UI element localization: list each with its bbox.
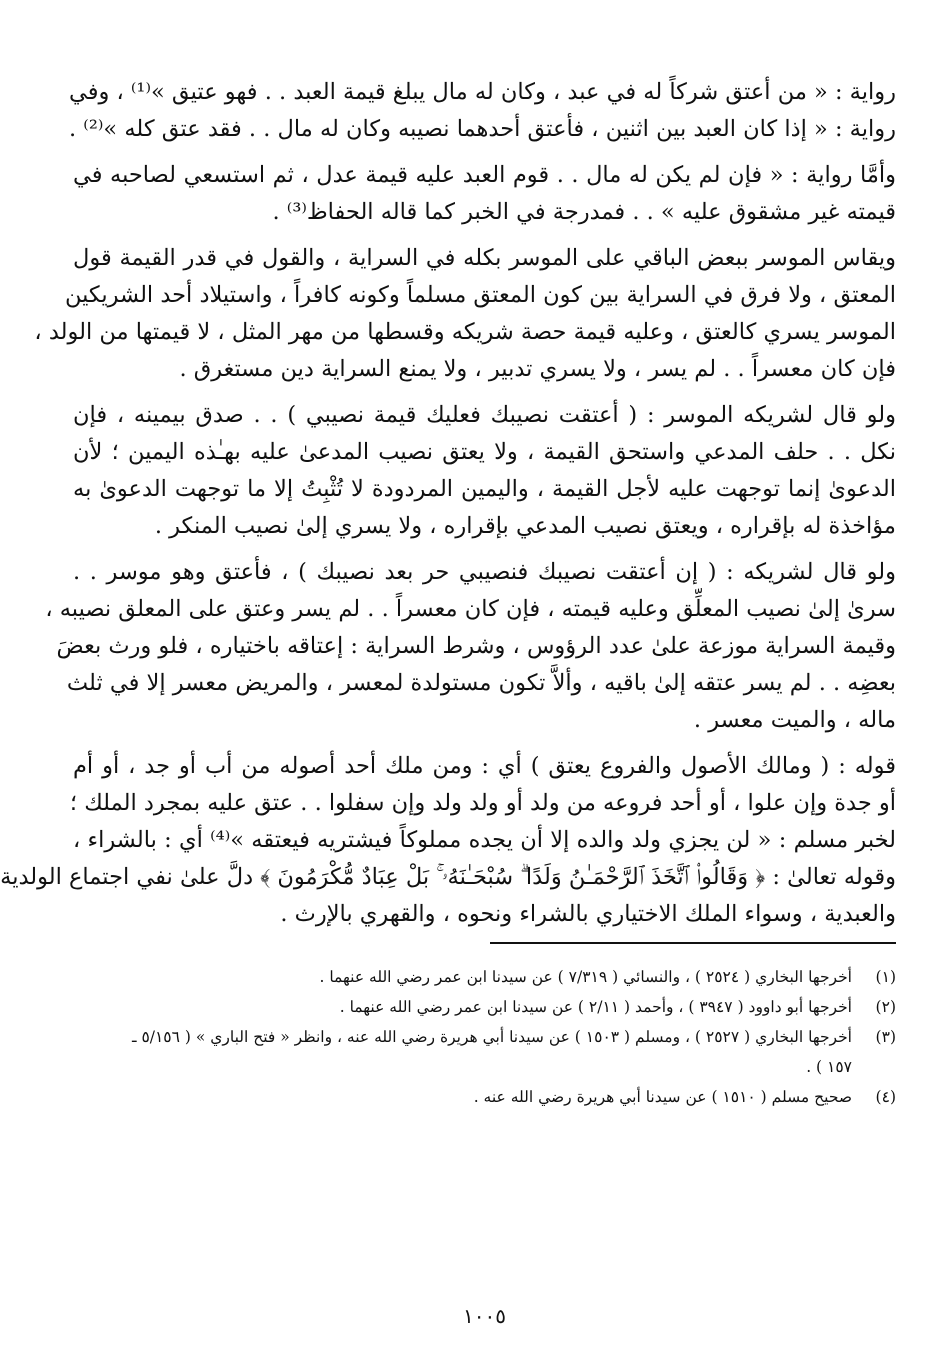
footnote-text: أخرجها أبو داوود ( ٣٩٤٧ ) ، وأحمد ( ٢/١١ ) عن سيدنا ابن عمر رضي الله عنهما .	[339, 998, 852, 1016]
paragraph	[34, 240, 896, 388]
text-line: فإن كان معسراً . . لم يسر ، ولا يسري تدبير ، ولا يمنع السراية دين مستغرق .	[179, 356, 896, 382]
text-line: قيمته غير مشقوق عليه » . . فمدرجة في الخبر كما قاله الحفاظ⁽³⁾ .	[272, 199, 896, 225]
text-line: وقيمة السراية موزعة علىٰ عدد الرؤوس ، وشرط السراية : إعتاقه باختياره ، فلو ورث بعضَ	[56, 633, 896, 659]
text-line: وأمَّا رواية : « فإن لم يكن له مال . . قوم العبد عليه قيمة عدل ، ثم استسعي لصاحبه في	[73, 162, 896, 188]
text-line: الموسر يسري كالعتق ، وعليه قيمة حصة شريكه وقسطها من مهر المثل ، لا قيمتها من الولد ،	[34, 319, 896, 345]
footnote-number: (١)	[875, 968, 896, 986]
footnote	[73, 1052, 896, 1082]
footnote-text: أخرجها البخاري ( ٢٥٢٧ ) ، ومسلم ( ١٥٠٣ ) عن سيدنا أبي هريرة رضي الله عنه ، وانظر « فتح الباري » ( ٥/١٥٦ ـ	[131, 1028, 852, 1046]
text-line: مؤاخذة له بإقراره ، ويعتق نصيب المدعي بإقراره ، ولا يسري إلىٰ نصيب المنكر .	[154, 513, 896, 539]
paragraph	[73, 157, 896, 231]
body-text	[0, 74, 896, 933]
text-line: لخبر مسلم : « لن يجزي ولد والده إلا أن يجده مملوكاً فيشتريه فيعتقه »⁽⁴⁾ أي : بالشراء ،	[73, 827, 896, 853]
paragraph	[68, 74, 896, 148]
text-line: بعضِه . . لم يسر عتقه إلىٰ باقيه ، وألاَّ تكون مستولدة لمعسر ، والمريض معسر إلا في ثلث	[66, 670, 896, 696]
footnote	[73, 962, 896, 992]
footnote-number: (٣)	[875, 1028, 896, 1046]
text-line: ماله ، والميت معسر .	[693, 707, 896, 733]
footnote	[73, 992, 896, 1022]
text-line: الدعوىٰ إنما توجهت عليه لأجل القيمة ، واليمين المردودة لا تُثْبِتُ إلا ما توجهت الدعوىٰ به	[73, 476, 896, 502]
footnote	[73, 1082, 896, 1112]
paragraph	[45, 554, 896, 739]
paragraph	[0, 748, 896, 933]
text-line: والعبدية ، وسواء الملك الاختياري بالشراء ونحوه ، والقهري بالإرث .	[280, 901, 896, 927]
text-line: قوله : ( ومالك الأصول والفروع يعتق ) أي : ومن ملك أحد أصوله من أب أو جد ، أو أم	[73, 753, 896, 779]
footnote-number: (٤)	[875, 1088, 896, 1106]
footnote-text: أخرجها البخاري ( ٢٥٢٤ ) ، والنسائي ( ٧/٣١٩ ) عن سيدنا ابن عمر رضي الله عنهما .	[319, 968, 852, 986]
footnote-divider	[490, 942, 896, 944]
footnotes	[73, 962, 896, 1112]
text-line: نكل . . حلف المدعي واستحق القيمة ، ولا يعتق نصيب المدعىٰ عليه بهـٰذه اليمين ؛ لأن	[73, 439, 896, 465]
text-line: وقوله تعالىٰ : ﴿ وَقَالُوا۟ ٱتَّخَذَ ٱلرَّحْمَـٰنُ وَلَدًا ۗ سُبْحَـٰنَهُۥ ۚ بَلْ عِبَادٌ مُّكْرَمُونَ ﴾ دلَّ علىٰ نفي اجتماع الولدية	[0, 864, 896, 890]
text-line: أو جدة وإن علوا ، أو أحد فروعه من ولد أو ولد ولد وإن سفلوا . . عتق عليه بمجرد الملك ؛	[69, 790, 896, 816]
footnote	[73, 1022, 896, 1052]
footnote-text: ١٥٧ ) .	[806, 1058, 852, 1076]
text-line: ولو قال لشريكه : ( إن أعتقت نصيبك فنصيبي حر بعد نصيبك ) ، فأعتق وهو موسر . .	[73, 559, 896, 585]
text-line: سرىٰ إلىٰ نصيب المعلِّق وعليه قيمته ، فإن كان معسراً . . لم يسر وعتق على المعلق نصيبه ،	[45, 596, 896, 622]
text-line: المعتق ، ولا فرق في السراية بين كون المعتق مسلماً وكونه كافراً ، واستيلاد أحد الشريكين	[64, 282, 896, 308]
text-line: ويقاس الموسر ببعض الباقي على الموسر بكله في السراية ، والقول في قدر القيمة قول	[73, 245, 896, 271]
text-line: ولو قال لشريكه الموسر : ( أعتقت نصيبك فعليك قيمة نصيبي ) . . صدق بيمينه ، فإن	[73, 402, 896, 428]
footnote-text: صحيح مسلم ( ١٥١٠ ) عن سيدنا أبي هريرة رضي الله عنه .	[473, 1088, 852, 1106]
text-line: رواية : « إذا كان العبد بين اثنين ، فأعتق أحدهما نصيبه وكان له مال . . فقد عتق كله »⁽²⁾ .	[69, 116, 896, 142]
text-line: رواية : « من أعتق شركاً له في عبد ، وكان له مال يبلغ قيمة العبد . . فهو عتيق »⁽¹⁾ ، وفي	[68, 79, 896, 105]
footnote-number: (٢)	[875, 998, 896, 1016]
page-number: ١٠٠٥	[463, 1304, 506, 1328]
footnote-number	[852, 1052, 896, 1082]
paragraph	[73, 397, 896, 545]
